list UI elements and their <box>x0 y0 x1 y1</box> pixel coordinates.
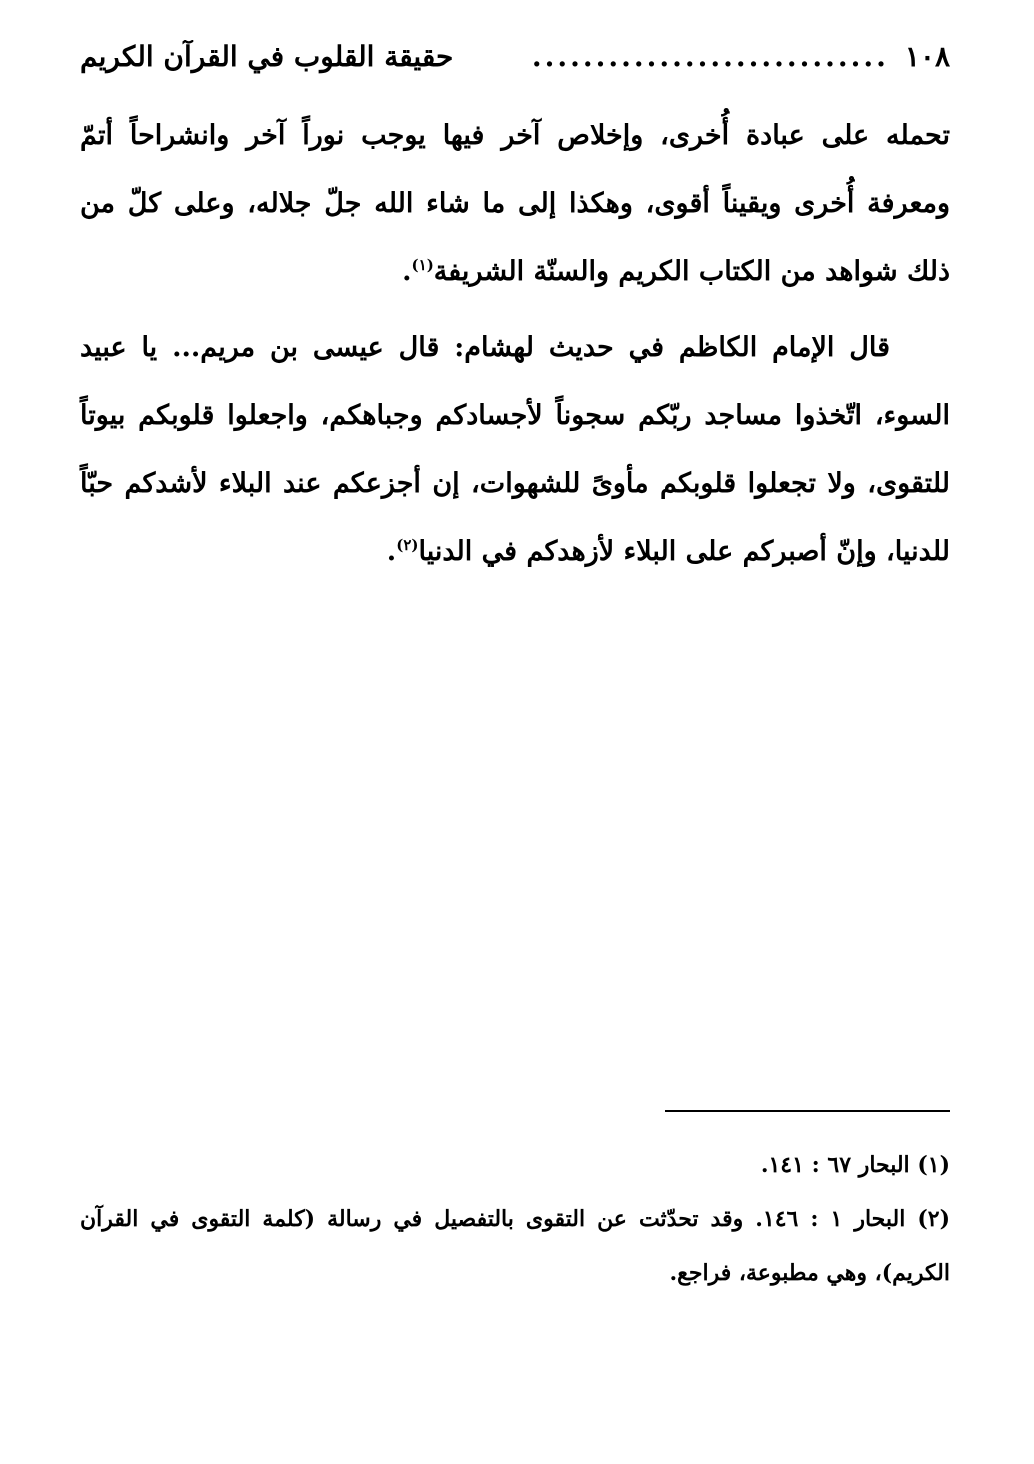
paragraph-2-text: قال الإمام الكاظم في حديث لهشام: قال عيسى بن مريم... يا عبيد السوء، اتّخذوا مساجد ربّكم سجوناً لأجسادكم وجباهكم، واجعلوا قلوبكم بيوتاً للتقوى، ولا تجعلوا قلوبكم مأوىً للشهوات، إن أجزعكم عند البلاء لأشدكم حبّاً للدنيا، وإنّ أصبركم على البلاء لأزهدكم في الدنيا <box>80 332 950 567</box>
footnote-ref-1[interactable]: (١) <box>411 256 434 274</box>
header-leader-dots: ............................ <box>531 40 889 73</box>
footnote-ref-2[interactable]: (٢) <box>396 536 419 554</box>
page-number: ١٠٨ <box>904 40 950 73</box>
running-title: حقيقة القلوب في القرآن الكريم <box>80 40 454 73</box>
footnote-2: (٢) البحار ١ : ١٤٦. وقد تحدّثت عن التقوى بالتفصيل في رسالة (كلمة التقوى في القرآن الكريم)، وهي مطبوعة، فراجع. <box>80 1206 950 1286</box>
paragraph-1-text: تحمله على عبادة أُخرى، وإخلاص آخر فيها يوجب نوراً آخر وانشراحاً أتمّ ومعرفة أُخرى ويقيناً أقوى، وهكذا إلى ما شاء الله جلّ جلاله، وعلى كلّ من ذلك شواهد من الكتاب الكريم والسنّة الشريفة <box>80 120 950 287</box>
paragraph-2-end: . <box>386 536 397 567</box>
page-header <box>80 40 950 102</box>
footnote-separator-rule <box>665 1110 950 1112</box>
paragraph-2 <box>80 314 950 586</box>
paragraph-1 <box>80 102 950 306</box>
main-text <box>80 102 950 586</box>
footnotes-section <box>80 1110 950 1300</box>
document-page <box>80 40 950 1430</box>
footnote-1: (١) البحار ٦٧ : ١٤١. <box>760 1152 950 1178</box>
paragraph-1-end: . <box>402 256 412 287</box>
